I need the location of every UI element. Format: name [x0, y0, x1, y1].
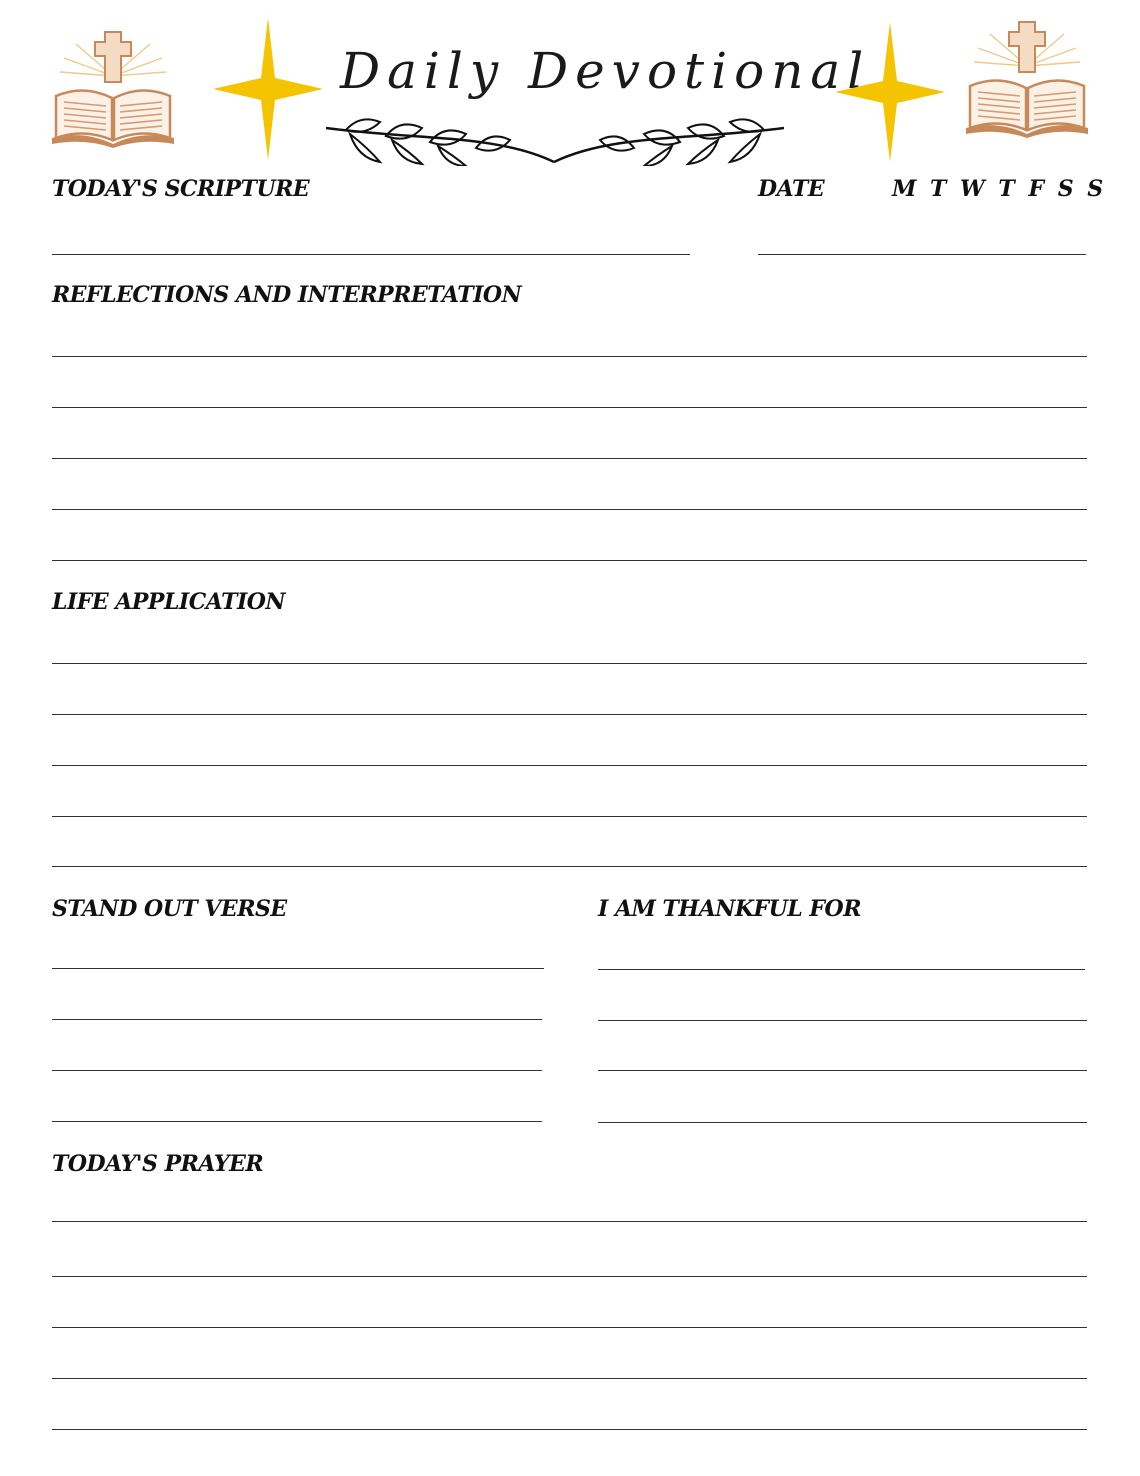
reflections-line[interactable] — [52, 458, 1087, 459]
open-bible-cross-icon — [962, 18, 1092, 140]
scripture-line[interactable] — [52, 254, 690, 255]
stand-out-verse-line[interactable] — [52, 1070, 542, 1071]
star-icon — [835, 22, 945, 162]
life-application-line[interactable] — [52, 663, 1087, 664]
open-bible-cross-icon — [48, 28, 178, 150]
thankful-line[interactable] — [598, 1122, 1087, 1123]
weekday-labels: M T W T F S S — [892, 176, 1107, 202]
prayer-line[interactable] — [52, 1378, 1087, 1379]
stand-out-verse-heading: STAND OUT VERSE — [52, 896, 287, 922]
life-application-line[interactable] — [52, 765, 1087, 766]
prayer-line[interactable] — [52, 1276, 1087, 1277]
prayer-line[interactable] — [52, 1221, 1087, 1222]
prayer-line[interactable] — [52, 1327, 1087, 1328]
stand-out-verse-line[interactable] — [52, 1121, 542, 1122]
reflections-line[interactable] — [52, 407, 1087, 408]
life-application-line[interactable] — [52, 866, 1087, 867]
date-line[interactable] — [758, 254, 1086, 255]
reflections-line[interactable] — [52, 356, 1087, 357]
stand-out-verse-line[interactable] — [52, 1019, 542, 1020]
laurel-icon — [326, 104, 784, 166]
prayer-heading: TODAY'S PRAYER — [52, 1151, 264, 1177]
reflections-heading: REFLECTIONS AND INTERPRETATION — [52, 282, 522, 308]
reflections-line[interactable] — [52, 560, 1087, 561]
thankful-line[interactable] — [598, 1020, 1087, 1021]
page-title: Daily Devotional — [340, 42, 871, 100]
thankful-line[interactable] — [598, 1070, 1087, 1071]
prayer-line[interactable] — [52, 1429, 1087, 1430]
star-icon — [213, 18, 323, 160]
date-heading: DATE — [758, 176, 825, 202]
life-application-line[interactable] — [52, 714, 1087, 715]
thankful-line[interactable] — [598, 969, 1085, 970]
life-application-heading: LIFE APPLICATION — [52, 589, 286, 615]
stand-out-verse-line[interactable] — [52, 968, 544, 969]
scripture-heading: TODAY'S SCRIPTURE — [52, 176, 310, 202]
life-application-line[interactable] — [52, 816, 1087, 817]
reflections-line[interactable] — [52, 509, 1087, 510]
thankful-heading: I AM THANKFUL FOR — [598, 896, 861, 922]
